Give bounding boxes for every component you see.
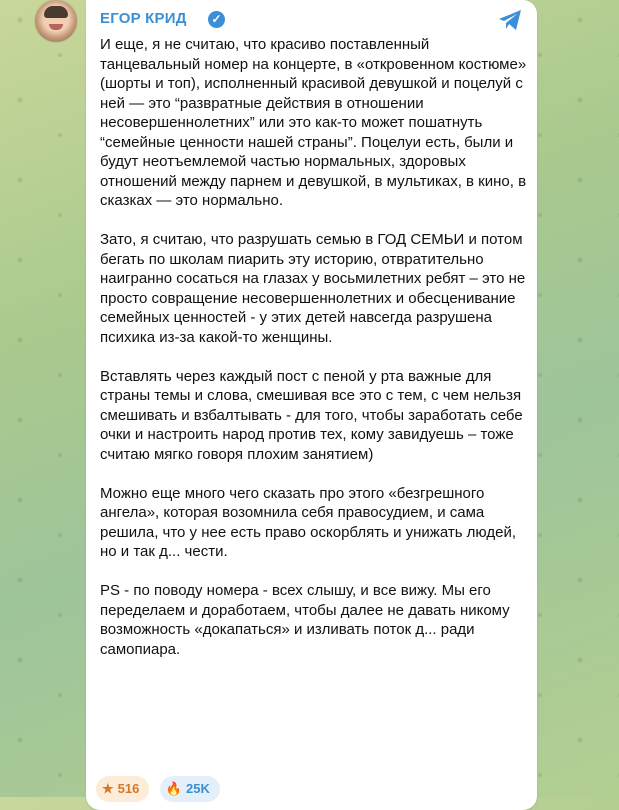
message-header <box>100 10 523 32</box>
message-paragraph: Зато, я считаю, что разрушать семью в ГОД СЕМЬИ и потом бегать по школам пиарить эту историю, отвратительно наигранно сосаться на глазах у восьмилетних ребят – это не просто совращение несовершеннолетних и обесценивание семейных ценностей - у этих детей навсегда разрушена психика из-за какой-то женщины. <box>100 231 526 346</box>
reaction-count: 25K <box>186 781 210 796</box>
message-paragraph: Вставлять через каждый пост с пеной у рта важные для страны темы и слова, смешивая все это с тем, с чем нельзя смешивать и взбалтывать - для того, чтобы заработать себе очки и настроить народ против тех, кому завидуешь – тоже считаю мягко говоря плохим занятием) <box>100 367 523 463</box>
channel-name[interactable]: ЕГОР КРИД <box>100 10 187 27</box>
verified-check-icon: ✓ <box>208 11 225 28</box>
reaction-count: 516 <box>117 781 140 796</box>
reaction-star[interactable] <box>96 776 149 802</box>
message-paragraph: И еще, я не считаю, что красиво поставленный танцевальный номер на концерте, в «откровенном костюме» (шорты и топ), исполненный красивой девушкой и поцелуй с ней — это “развратные действия в отношении несовершеннолетних” или это как-то может пошатнуть “семейные ценности нашей страны”. Поцелуи есть, были и будут неотъемлемой частью нормальных, здоровых отношений между парнем и девушкой, в мультиках, в кино, в сказках — это нормально. <box>100 36 527 209</box>
telegram-share-icon[interactable] <box>497 9 523 31</box>
fire-icon: 🔥 <box>165 781 182 796</box>
reaction-fire[interactable] <box>160 776 220 802</box>
message-paragraph: PS - по поводу номера - всех слышу, и все вижу. Мы его переделаем и доработаем, чтобы далее не давать никому возможность «докапаться» и изливать поток д... ради самопиара. <box>100 582 510 658</box>
channel-avatar[interactable] <box>35 0 77 42</box>
message-text <box>100 35 528 679</box>
star-icon: ★ <box>102 781 114 796</box>
message-bubble <box>86 0 537 810</box>
message-paragraph: Можно еще много чего сказать про этого «безгрешного ангела», которая возомнила себя правосудием, и сама решила, что у нее есть право оскорблять и унижать людей, но и так д... чести. <box>100 484 516 560</box>
reactions-bar <box>96 776 226 802</box>
